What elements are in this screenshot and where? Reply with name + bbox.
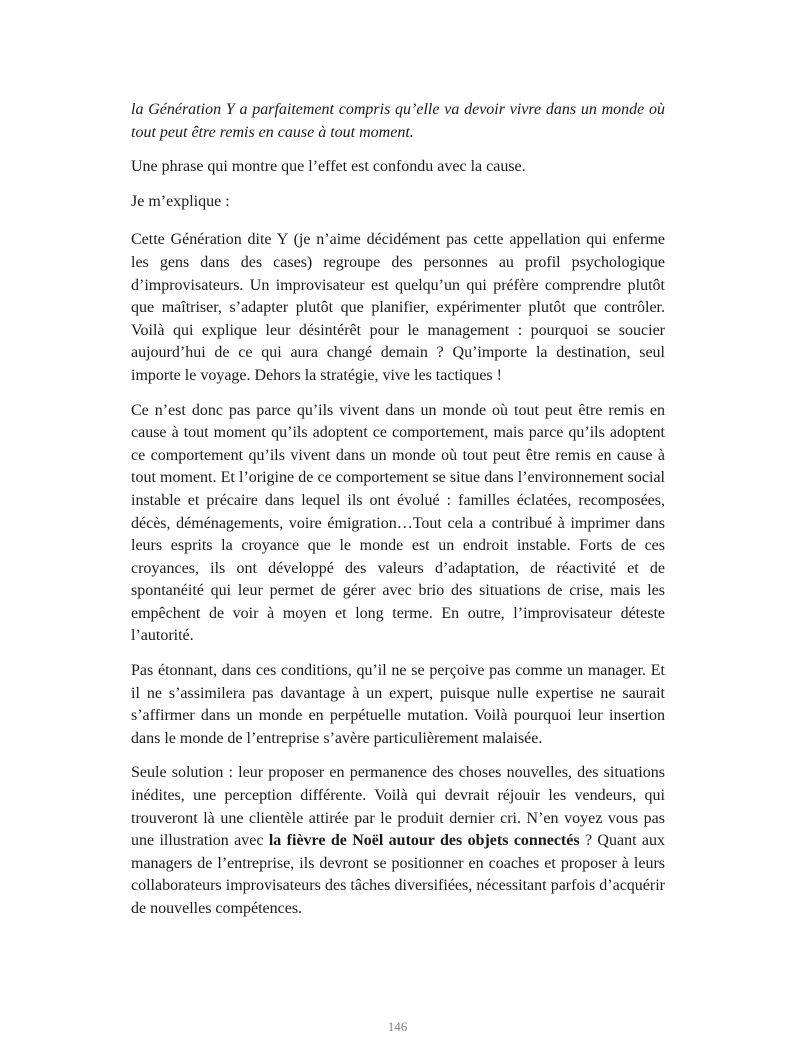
quoted-sentence: la Génération Y a parfaitement compris qu’elle va devoir vivre dans un monde où tout peut être remis en cause à tout moment.	[131, 101, 665, 141]
document-body	[131, 99, 665, 933]
paragraph-cause-origin: Ce n’est donc pas parce qu’ils vivent dans un monde où tout peut être remis en cause à tout moment qu’ils adoptent ce comportement, mais parce qu’ils adoptent ce comportement qu’ils vivent dans un monde où tout peut être remis en cause à tout moment. Et l’origine de ce comportement se situe dans l’environnement social instable et précaire dans lequel ils ont évolué : familles éclatées, recomposées, décès, déménagements, voire émigration…Tout cela a contribué à imprimer dans leurs esprits la croyance que le monde est un endroit instable. Forts de ces croyances, ils ont développé des valeurs d’adaptation, de réactivité et de spontanéité qui leur permet de gérer avec brio des situations de crise, mais les empêchent de voir à moyen et long terme. En outre, l’improvisateur déteste l’autorité.	[131, 401, 665, 645]
paragraph-explanation-intro: Je m’explique :	[131, 192, 230, 210]
solution-text-end: ? Quant aux managers de l’entreprise, ils devront se positionner en coaches et proposer à leurs collaborateurs improvisateurs des tâches diversifiées, nécessitant parfois d’acquérir de nouvelles compétences.	[131, 832, 666, 917]
paragraph-effect-cause: Une phrase qui montre que l’effet est confondu avec la cause.	[131, 158, 526, 176]
solution-text-start: Seule solution : leur proposer en permanence des choses nouvelles, des situations inédites, une perception différente. Voilà qui devrait réjouir les vendeurs, qui trouveront là une clientèle attirée par le produit dernier cri. N’en voyez vous pas une illustration avec	[131, 764, 665, 850]
paragraph-insertion: Pas étonnant, dans ces conditions, qu’il ne se perçoive pas comme un manager. Et il ne s’assimilera pas davantage à un expert, puisque nulle expertise ne saurait s’affirmer dans un monde en perpétuelle mutation. Voilà pourquoi leur insertion dans le monde de l’entreprise s’avère particulièrement malaisée.	[131, 662, 665, 747]
paragraph-solution	[131, 762, 665, 920]
emphasized-phrase: la fièvre de Noël autour des objets connectés	[268, 832, 580, 850]
page-number: 146	[387, 1019, 408, 1034]
paragraph-generation-y-profile: Cette Génération dite Y (je n’aime décidément pas cette appellation qui enferme les gens dans des cases) regroupe des personnes au profil psychologique d’improvisateurs. Un improvisateur est quelqu’un qui préfère comprendre plutôt que maîtriser, s’adapter plutôt que planifier, expérimenter plutôt que contrôler. Voilà qui explique leur désintérêt pour le management : pourquoi se soucier aujourd’hui de ce qui aura changé demain ? Qu’importe la destination, seul importe le voyage. Dehors la stratégie, vive les tactiques !	[131, 231, 665, 384]
